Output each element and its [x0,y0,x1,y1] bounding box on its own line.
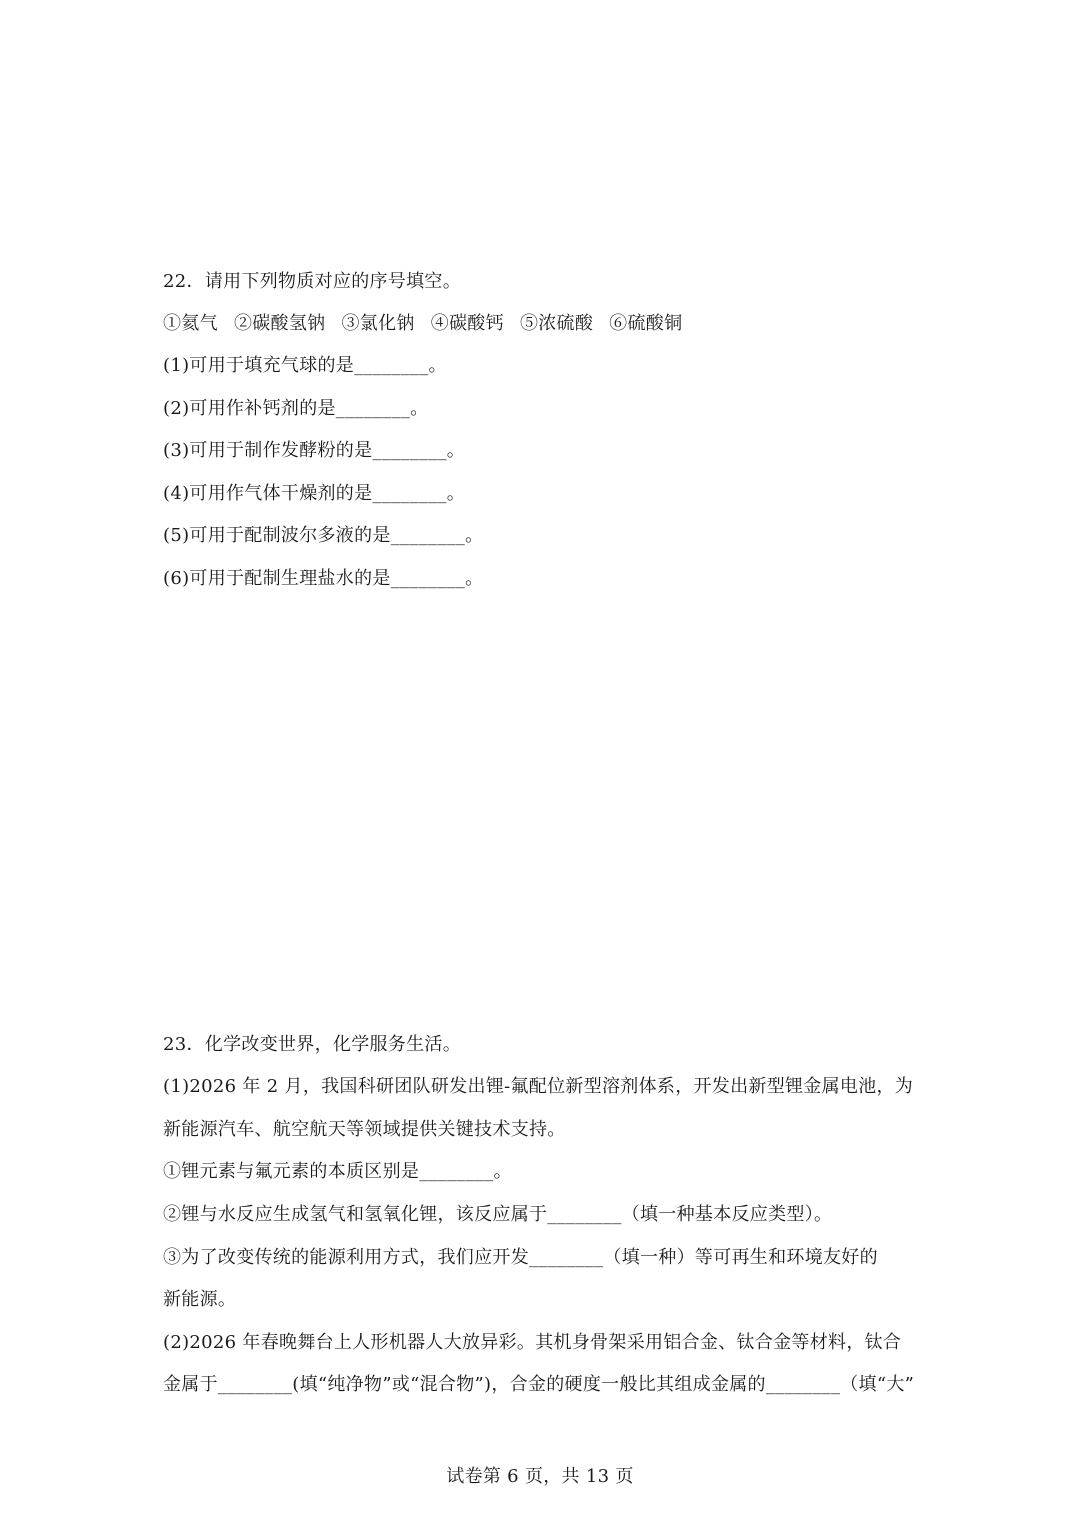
option-5: ⑤浓硫酸 [519,313,594,334]
question-22-item-5: (5)可用于配制波尔多液的是________。 [163,525,484,546]
option-6: ⑥硫酸铜 [609,313,683,334]
question-23-line-2: 新能源汽车、航空航天等领域提供关键技术支持。 [163,1119,566,1140]
question-22-item-1: (1)可用于填充气球的是________。 [163,355,447,376]
option-1: ①氦气 [163,313,218,334]
option-3: ③氯化钠 [341,313,415,334]
page-footer: 试卷第 6 页，共 13 页 [446,1466,634,1487]
question-22-item-3: (3)可用于制作发酵粉的是________。 [163,440,466,461]
question-23-line-7: (2)2026 年春晚舞台上人形机器人大放异彩。其机身骨架采用铝合金、钛合金等材料，钛合 [163,1332,902,1353]
option-4: ④碳酸钙 [430,313,504,334]
question-22-title: 22．请用下列物质对应的序号填空。 [163,271,462,292]
question-22-item-6: (6)可用于配制生理盐水的是________。 [163,568,484,589]
question-23-title: 23．化学改变世界，化学服务生活。 [163,1034,462,1055]
question-23-line-5: ③为了改变传统的能源利用方式，我们应开发________（填一种）等可再生和环境友好的 [163,1247,878,1268]
question-22-item-4: (4)可用作气体干燥剂的是________。 [163,483,466,504]
question-23-line-6: 新能源。 [163,1289,237,1310]
question-23-line-4: ②锂与水反应生成氢气和氢氧化锂，该反应属于________（填一种基本反应类型）。 [163,1204,833,1225]
option-2: ②碳酸氢钠 [233,313,326,334]
question-22-item-2: (2)可用作补钙剂的是________。 [163,398,429,419]
question-23-line-8: 金属于________(填“纯净物”或“混合物”)，合金的硬度一般比其组成金属的________（填“大” [163,1374,915,1395]
question-23-line-3: ①锂元素与氟元素的本质区别是________。 [163,1161,512,1182]
question-23-line-1: (1)2026 年 2 月，我国科研团队研发出锂-氟配位新型溶剂体系，开发出新型锂金属电池，为 [163,1076,914,1097]
question-22-options [163,312,692,336]
